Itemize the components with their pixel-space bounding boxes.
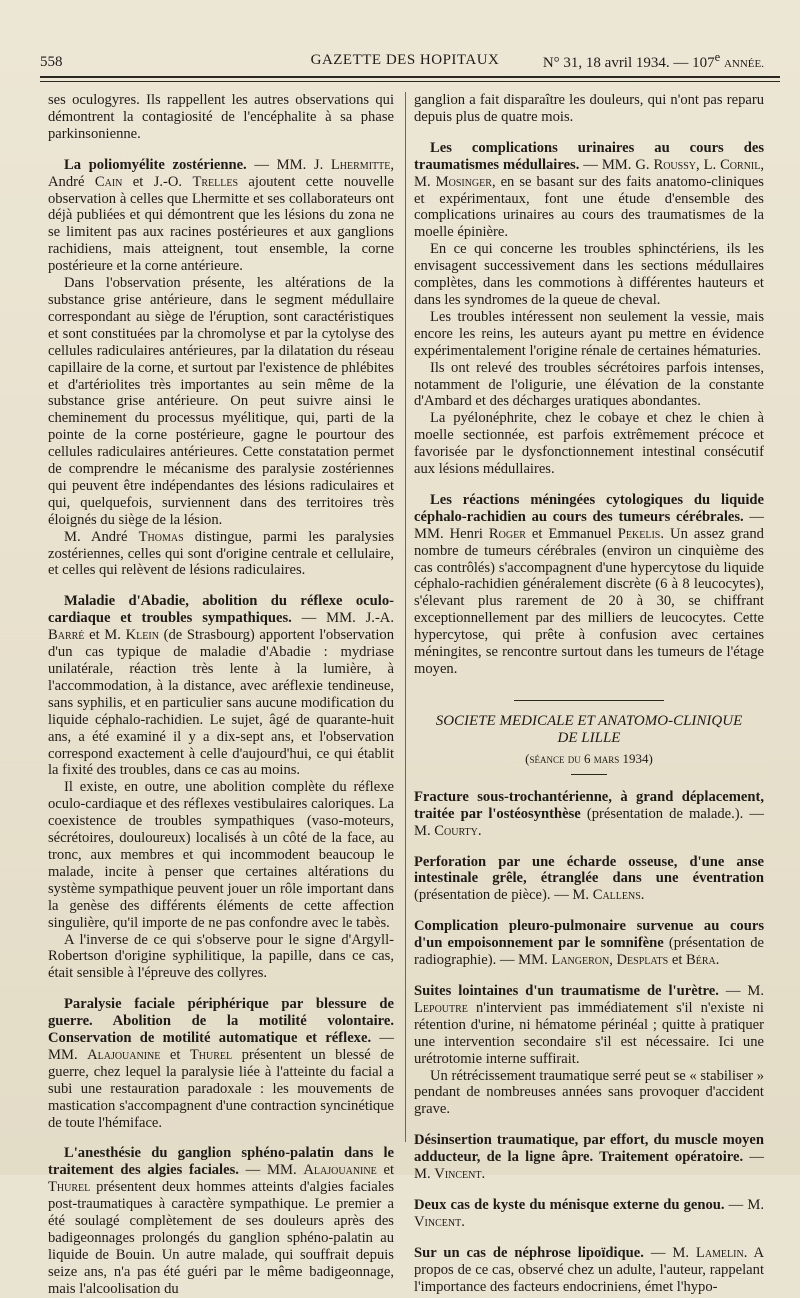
- paragraph: ganglion a fait disparaître les douleurs, qui n'ont pas reparu depuis plus de quatre mois.: [414, 92, 764, 125]
- author-name: Desplats: [616, 952, 669, 969]
- author-name: Lamelin: [695, 1244, 744, 1261]
- author-name: Vincent: [434, 1166, 482, 1183]
- header-rule-thin: [40, 81, 780, 82]
- author-name: Mosinger: [435, 173, 492, 190]
- article-title: Les réactions méningées cytologiques du liquide céphalo-rachidien au cours des tumeurs cérébrales.: [414, 491, 764, 525]
- author-name: Thurel: [48, 1179, 91, 1196]
- article-reactions-meningees: Les réactions méningées cytologiques du liquide céphalo-rachidien au cours des tumeurs cérébrales. — MM. Henri Roger et Emmanuel Pekelis. Un assez grand nombre de tumeurs cérébrales (environ un cinquième des cas contrôlés) s'accompagnent d'une hypercytose du liquide céphalo-rachidien généralement discrète (6 à 8 leucocytes), s'élevant plus rarement de 20 à 30, se chiffrant exceptionnellement par des milliers de leucocytes. Cette hypercytose, qui prête à confusion avec certaines méningites, se rencontre surtout dans les tumeurs de l'étage moyen.: [414, 491, 765, 677]
- article-complications-urinaires: Les complications urinaires au cours des traumatismes médullaires. — MM. G. Roussy, L. Cornil, M. Mosinger, en se basant sur des faits anatomo-cliniques et expérimentaux, font une étude d'ensemble des complications urinaires au cours des traumatismes de la moelle épinière.: [414, 139, 765, 241]
- article-nephrose: Sur un cas de néphrose lipoïdique. — M. Lamelin. A propos de ce cas, observé chez un adulte, l'auteur, rappelant l'importance des facteurs endocriniens, émet l'hypo-: [414, 1244, 765, 1295]
- author-name: Alajouanine: [303, 1162, 377, 1179]
- page-number: 558: [40, 54, 63, 70]
- author-name: Lhermitte: [330, 156, 391, 173]
- right-column: [414, 92, 764, 1295]
- article-paralysie-faciale: Paralysie faciale périphérique par blessure de guerre. Abolition de la motilité volontaire. Conservation de motilité automatique et réflexe. — MM. Alajouanine et Thurel présentent un blessé de guerre, chez lequel la paralysie liée à l'atteinte du facial a subi une restauration paradoxale : les mouvements de mastication s'accompagnent d'une contraction syncinétique de toute l'hémiface.: [48, 996, 394, 1131]
- article-title: L'anesthésie du ganglion sphéno-palatin dans le traitement des algies faciales.: [48, 1145, 394, 1179]
- author-name: Thomas: [138, 528, 184, 545]
- author-name: Pekelis: [617, 525, 661, 542]
- paragraph: A l'inverse de ce qui s'observe pour le signe d'Argyll-Robertson d'origine syphilitique, la papille, dans ce cas, était sensible à l'épreuve des collyres.: [48, 931, 394, 982]
- author-name: Cornil: [720, 156, 761, 173]
- article-fracture: Fracture sous-trochantérienne, à grand déplacement, traitée par l'ostéosynthèse (présentation de malade.). — M. Courty.: [414, 788, 765, 839]
- author-name: Lepoutre: [414, 999, 468, 1016]
- article-title: La poliomyélite zostérienne.: [64, 156, 247, 173]
- short-divider: [571, 774, 607, 775]
- column-separator: [405, 92, 406, 1142]
- paragraph: Un rétrécissement traumatique serré peut se « stabiliser » pendant de nombreuses années sans provoquer d'accident grave.: [414, 1067, 764, 1118]
- journal-title: GAZETTE DES HOPITAUX: [310, 52, 500, 68]
- paragraph: Dans l'observation présente, les altérations de la substance grise antérieure, dans le segment médullaire correspondant au siège de l'éruption, sont caractéristiques et sont constituées par la chromolyse et par la cytolyse des cellules radiculaires antérieures, par la dilatation du réseau capillaire de la corne, et surtout par l'existence de phlébites et d'artériolites très importantes au sein même de la substance grise antérieure. On peut suivre ainsi le cheminement du processus myélitique, qui, parti de la pointe de la corne postérieure, gagne le pourtour des cellules radiculaires antérieures. Cette constatation permet de comprendre le mécanisme des paralysie zostériennes qui peuvent être indépendantes des lésions radiculaires et qui, quelquefois, surviennent dans des territoires très éloignés du siège de la lésion.: [48, 275, 394, 528]
- author-name: Klein: [125, 627, 159, 644]
- issue-info: N° 31, 18 avril 1934. — 107e ANNÉE.: [542, 50, 764, 71]
- article-title: Perforation par une écharde osseuse, d'une anse intestinale grêle, étranglée dans une éventration: [414, 853, 764, 887]
- section-divider: [514, 700, 664, 701]
- paragraph: Ils ont relevé des troubles sécrétoires parfois intenses, notamment de l'oligurie, une élévation de la constante d'Ambard et des décharges uratiques abondantes.: [414, 359, 764, 410]
- article-uretre: Suites lointaines d'un traumatisme de l'urètre. — M. Lepoutre n'intervient pas immédiatement s'il n'existe ni rétention d'urine, ni hématome périnéal ; quitte à pratiquer une intervention secondaire s'il est nécessaire. Ici une urétrotomie interne suffirait.: [414, 982, 764, 1067]
- paragraph: Il existe, en outre, une abolition complète du réflexe oculo-cardiaque et des réflexes vestibulaires caloriques. La coexistence de troubles sympathiques (vaso-moteurs, sécrétoires, douloureux) localisés à un côté de la face, au tronc, aux membres et qui incommodent beaucoup le malade, incite à penser que certaines altérations du système sympathique peuvent jouer un rôle important dans la genèse des différents éléments de cette affection singulière, qu'il importe de ne pas confondre avec le tabès.: [48, 779, 394, 931]
- author-name: Cain: [94, 173, 123, 190]
- article-poliomyelite: La poliomyélite zostérienne. — MM. J. Lhermitte, André Cain et J.-O. Trelles ajoutent cette nouvelle observation à celles que Lhermitte et ses collaborateurs ont déjà publiées et qui démontrent que les lésions du zona ne se limitent pas aux racines postérieures et aux ganglions rachidiens, mais atteignent, tout ensemble, la corne postérieure et la corne antérieure.: [48, 156, 395, 275]
- society-heading: SOCIETE MEDICALE ET ANATOMO-CLINIQUE DE LILLE: [435, 712, 743, 746]
- paragraph: ses oculogyres. Ils rappellent les autres observations qui démontrent la contagiosité de l'encéphalite à sa phase parkinsonienne.: [48, 92, 394, 142]
- author-name: Trelles: [192, 173, 239, 190]
- author-name: Vincent: [414, 1213, 462, 1230]
- article-complication-pleuro: Complication pleuro-pulmonaire survenue au cours d'un empoisonnement par le somnifène (présentation de radiographie). — MM. Langeron, Desplats et Béra.: [414, 918, 764, 969]
- author-name: Roussy: [653, 156, 696, 173]
- author-name: Roger: [488, 525, 526, 542]
- article-perforation: Perforation par une écharde osseuse, d'une anse intestinale grêle, étranglée dans une éventration (présentation de pièce). — M. Callens.: [414, 853, 764, 904]
- paragraph: M. André Thomas distingue, parmi les paralysies zostériennes, celles qui sont d'origine centrale et cellulaire, et celles qui relèvent de lésions radiculaires.: [48, 528, 394, 579]
- article-abadie: Maladie d'Abadie, abolition du réflexe oculo-cardiaque et troubles sympathiques. — MM. J.-A. Barré et M. Klein (de Strasbourg) apportent l'observation d'un cas typique de maladie d'Abadie : mydriase unilatérale, réaction très lente à la lumière, à l'accommodation, à la distance, avec aréflexie tendineuse, sans syphilis, et en particulier sans aucune modification du liquide céphalo-rachidien. Le sujet, âgé de quarante-huit ans, a été examiné il y a dix-sept ans, et l'observation correspond exactement à celle d'aujourd'hui, ce qui établit la fixité des troubles, dans ce cas au moins.: [48, 593, 394, 779]
- author-name: Alajouanine: [87, 1046, 161, 1063]
- page-header: [40, 48, 770, 70]
- article-title: Deux cas de kyste du ménisque externe du genou.: [414, 1196, 725, 1213]
- article-kyste: Deux cas de kyste du ménisque externe du genou. — M. Vincent.: [414, 1196, 765, 1230]
- paragraph: En ce qui concerne les troubles sphinctériens, ils les envisagent successivement dans les sections médullaires complètes, dans les commotions à différentes hauteurs et dans les syndromes de la queue de cheval.: [414, 241, 764, 308]
- author-name: Barré: [48, 627, 85, 644]
- author-name: Béra: [686, 952, 716, 969]
- header-rule: [40, 76, 780, 78]
- article-title: Désinsertion traumatique, par effort, du muscle moyen adducteur, de la ligne âpre. Traitement opératoire.: [414, 1132, 764, 1166]
- paragraph: La pyélonéphrite, chez le cobaye et chez le chien à moelle sectionnée, est parfois extrêmement précoce et favorisée par le dysfonctionnement intestinal consécutif aux lésions médullaires.: [414, 410, 764, 478]
- author-name: Langeron: [551, 952, 610, 969]
- article-title: Complication pleuro-pulmonaire survenue au cours d'un empoisonnement par le somnifène: [414, 918, 764, 952]
- article-desinsertion: Désinsertion traumatique, par effort, du muscle moyen adducteur, de la ligne âpre. Traitement opératoire. — M. Vincent.: [414, 1132, 764, 1183]
- article-title: Paralysie faciale périphérique par blessure de guerre. Abolition de la motilité volontaire. Conservation de motilité automatique et réflexe.: [48, 996, 394, 1047]
- article-title: Les complications urinaires au cours des traumatismes médullaires.: [414, 139, 764, 173]
- article-title: Suites lointaines d'un traumatisme de l'urètre.: [414, 982, 719, 999]
- author-name: Thurel: [189, 1046, 233, 1063]
- author-name: Courty: [434, 822, 478, 839]
- article-title: Sur un cas de néphrose lipoïdique.: [414, 1244, 644, 1261]
- article-anesthesie: L'anesthésie du ganglion sphéno-palatin dans le traitement des algies faciales. — MM. Alajouanine et Thurel présentent deux hommes atteints d'algies faciales post-traumatiques à caractère sympathique. Le premier a été soulagé complètement de ses douleurs après des badigeonnages prolongés du ganglion sphéno-palatin au liquide de Bouin. Un autre malade, qui souffrait depuis seize ans, n'a pas été guéri par le même badigeonnage, mais l'alcoolisation du: [48, 1145, 394, 1297]
- article-title: Maladie d'Abadie, abolition du réflexe oculo-cardiaque et troubles sympathiques.: [48, 593, 394, 627]
- article-title: Fracture sous-trochantérienne, à grand déplacement, traitée par l'ostéosynthèse: [414, 788, 764, 822]
- author-name: Callens: [592, 887, 641, 904]
- paragraph: Les troubles intéressent non seulement la vessie, mais encore les reins, les auteurs ayant pu mettre en évidence expérimentalement l'origine rénale de certaines hématuries.: [414, 308, 764, 359]
- left-column: [48, 92, 394, 1298]
- session-date: (séance du 6 mars 1934): [525, 750, 653, 766]
